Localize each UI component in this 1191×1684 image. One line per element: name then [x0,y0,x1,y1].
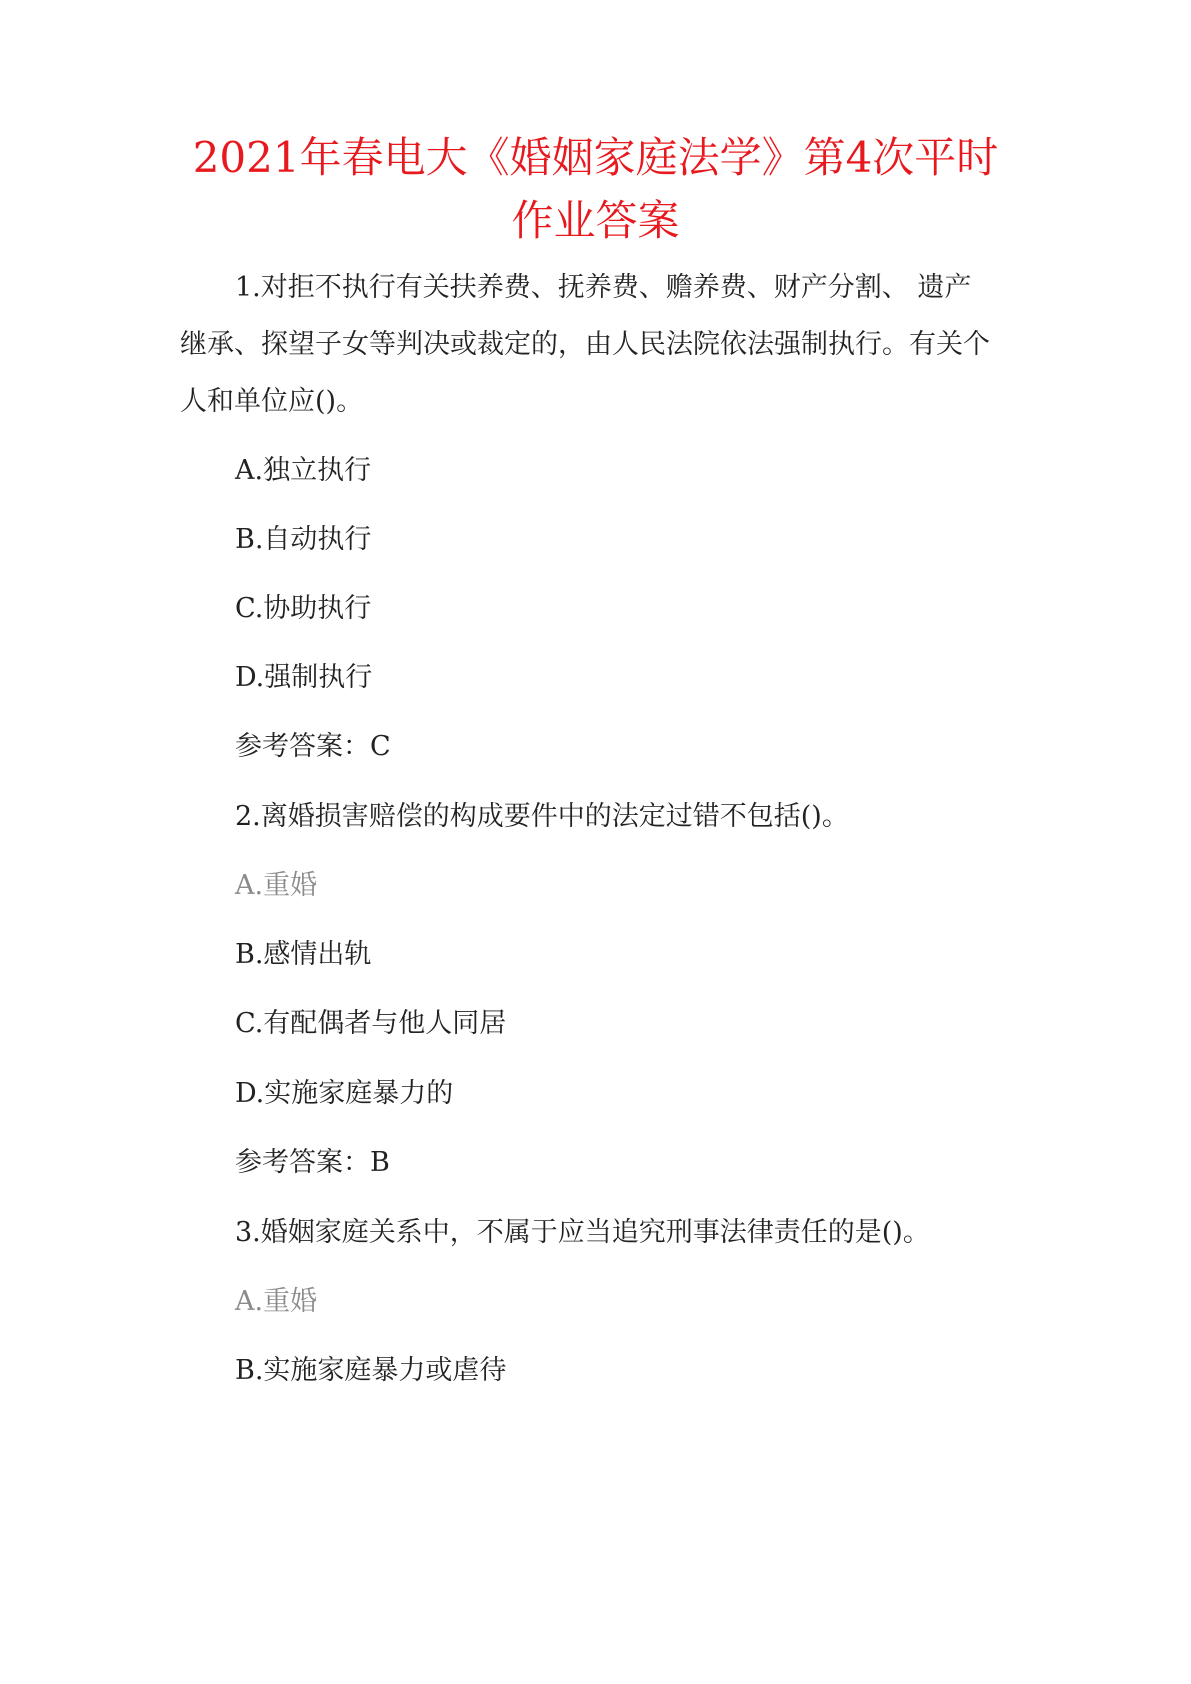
question-1-option-d: D.强制执行 [235,662,373,693]
document-title-line-1: 2021年春电大《婚姻家庭法学》第4次平时 [192,133,999,182]
document-title-line-2: 作业答案 [511,196,680,245]
question-3-option-b: B.实施家庭暴力或虐待 [235,1355,507,1386]
question-2-option-a: A.重婚 [235,870,318,901]
question-2-option-c: C.有配偶者与他人同居 [235,1008,507,1039]
question-1-answer: 参考答案：C [235,731,391,762]
question-2-option-d: D.实施家庭暴力的 [235,1078,454,1109]
question-1-option-a: A.独立执行 [235,455,372,486]
question-3-stem: 3.婚姻家庭关系中，不属于应当追究刑事法律责任的是()。 [235,1217,930,1248]
question-1-stem-line-2: 继承、探望子女等判决或裁定的，由人民法院依法强制执行。有关个 [180,329,990,360]
question-1-stem-line-3: 人和单位应()。 [180,386,364,417]
question-2-answer: 参考答案：B [235,1147,390,1178]
question-1-option-b: B.自动执行 [235,524,372,555]
question-1-stem-line-1: 1.对拒不执行有关扶养费、抚养费、赡养费、财产分割、 遗产 [235,272,972,303]
question-2-stem: 2.离婚损害赔偿的构成要件中的法定过错不包括()。 [235,801,849,832]
question-3-option-a: A.重婚 [235,1286,318,1317]
question-1-option-c: C.协助执行 [235,593,372,624]
question-2-option-b: B.感情出轨 [235,939,372,970]
